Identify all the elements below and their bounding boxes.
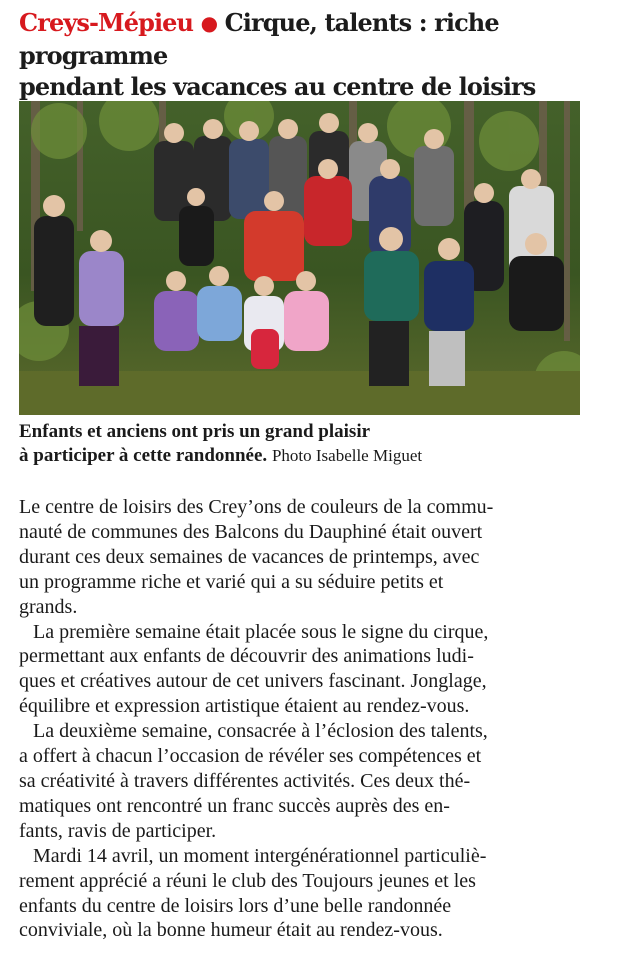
body-line: ques et créatives autour de cet univers fascinant. Jonglage,	[19, 670, 487, 693]
body-line: matiques ont rencontré un franc succès auprès des en-	[19, 794, 450, 817]
body-line: La deuxième semaine, consacrée à l’éclosion des talents,	[33, 720, 488, 743]
group-photo-icon	[19, 101, 580, 415]
body-line: sa créativité à travers différentes activités. Ces deux thé-	[19, 769, 471, 792]
body-line: enfants du centre de loisirs lors d’une belle randonnée	[19, 894, 452, 917]
kicker-location: Creys-Mépieu	[19, 8, 194, 37]
body-line: permettant aux enfants de découvrir des animations ludi-	[19, 645, 474, 668]
caption-line2: à participer à cette randonnée.	[19, 445, 268, 466]
body-line: a offert à chacun l’occasion de révéler ses compétences et	[19, 745, 482, 768]
body-line: nauté de communes des Balcons du Dauphiné était ouvert	[19, 520, 483, 543]
body-line: grands.	[19, 595, 78, 618]
caption-line1: Enfants et anciens ont pris un grand plaisir	[19, 421, 371, 442]
article-body	[19, 495, 619, 943]
body-line: conviviale, où la bonne humeur était au rendez-vous.	[19, 919, 443, 942]
headline-title-line1: Cirque, talents : riche programme	[19, 8, 499, 70]
body-line: Mardi 14 avril, un moment intergénérationnel particuliè-	[33, 844, 487, 867]
body-line: rement apprécié a réuni le club des Toujours jeunes et les	[19, 869, 476, 892]
body-line: durant ces deux semaines de vacances de printemps, avec	[19, 545, 480, 568]
body-line: équilibre et expression artistique étaient au rendez-vous.	[19, 695, 470, 718]
body-line: fants, ravis de participer.	[19, 819, 217, 842]
body-line: Le centre de loisirs des Crey’ons de couleurs de la commu-	[19, 496, 494, 518]
photo-caption	[19, 420, 609, 468]
bullet-dot-icon: ●	[200, 11, 218, 35]
body-line: un programme riche et varié qui a su séduire petits et	[19, 570, 444, 593]
photo-credit: Photo Isabelle Miguet	[271, 446, 423, 465]
body-line: La première semaine était placée sous le signe du cirque,	[33, 620, 489, 643]
headline	[19, 7, 619, 102]
headline-title-line2: pendant les vacances au centre de loisirs	[19, 72, 536, 101]
